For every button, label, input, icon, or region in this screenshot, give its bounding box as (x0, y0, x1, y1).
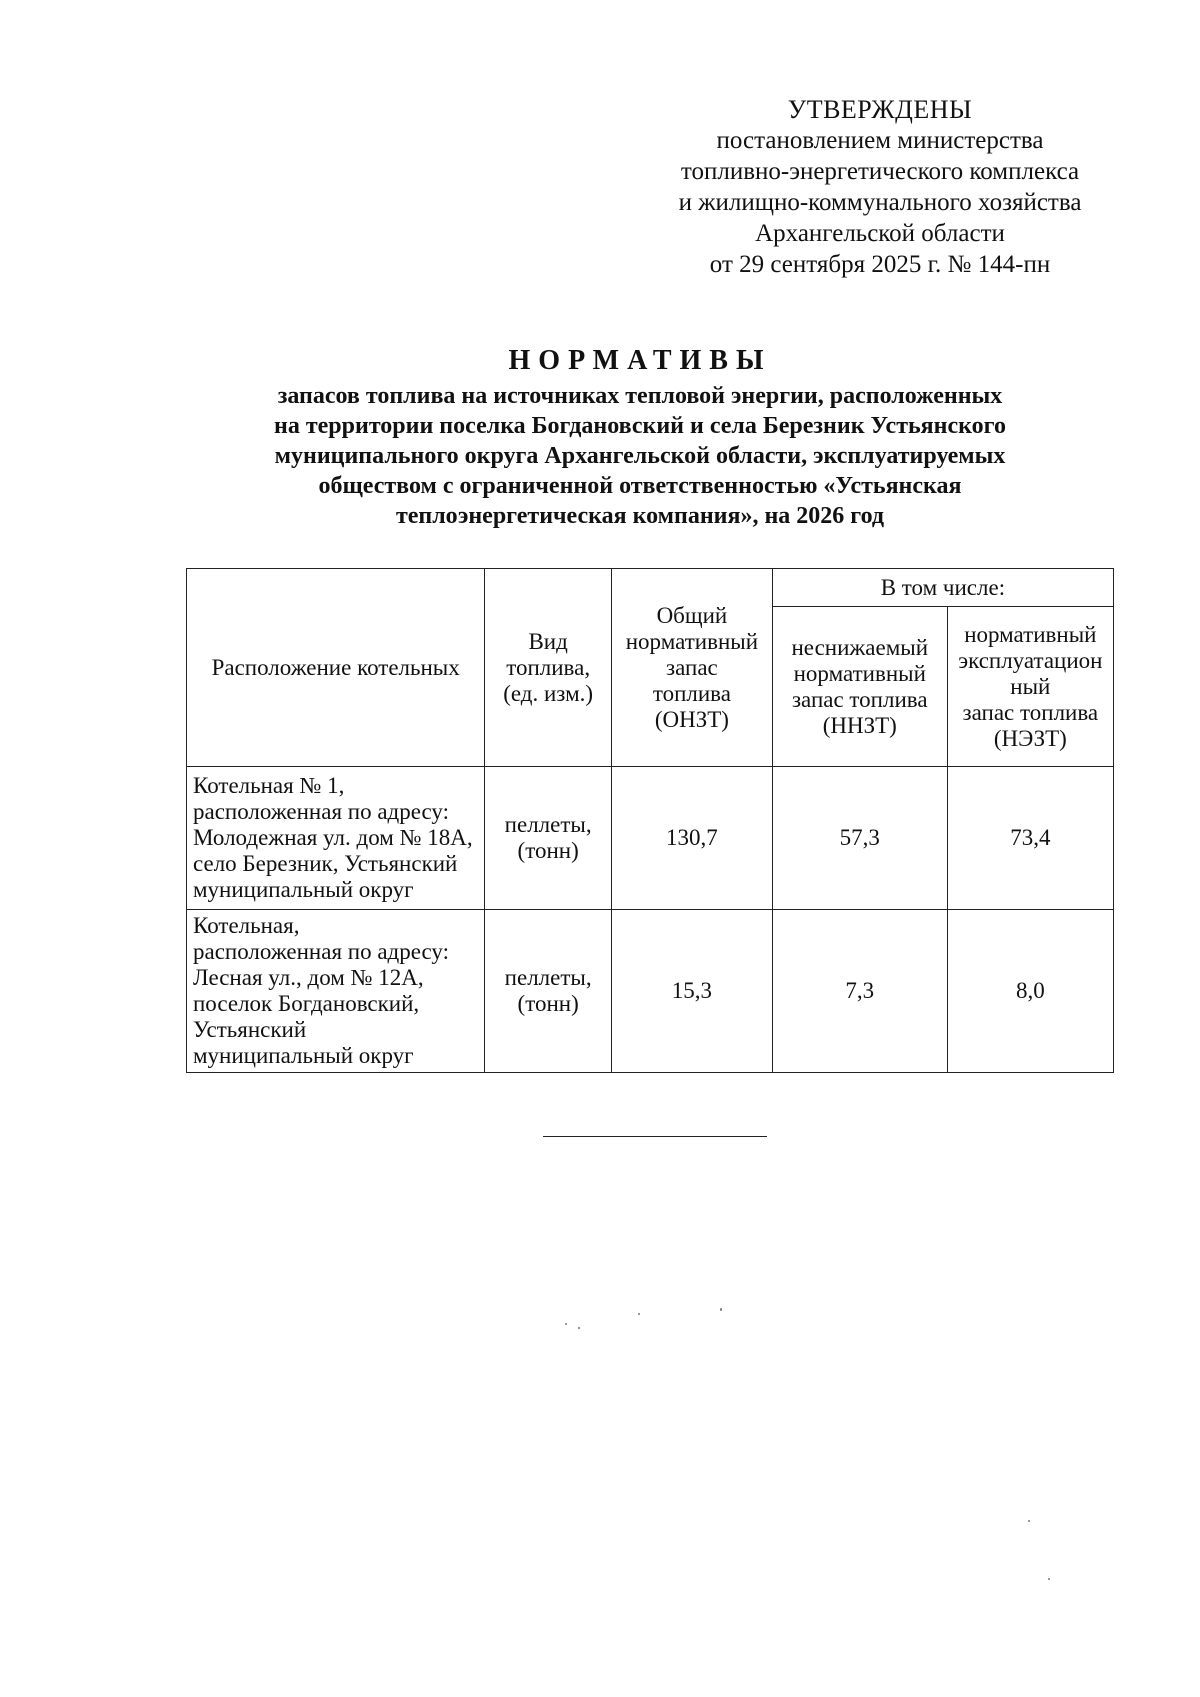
cell-nezt: 73,4 (947, 767, 1113, 910)
scan-speck (1028, 1520, 1030, 1522)
header-including: В том числе: (772, 569, 1113, 607)
title-line: на территории поселка Богдановский и села Березник Устьянского (274, 413, 1006, 439)
title-line: запасов топлива на источниках тепловой энергии, расположенных (277, 383, 1003, 409)
table-row (187, 767, 1114, 910)
document-title (180, 345, 1100, 531)
norms-table (186, 568, 1114, 1073)
cell-location: Котельная № 1, расположенная по адресу: Молодежная ул. дом № 18А, село Березник, Устьянский муниципальный округ (187, 767, 485, 910)
title-line: теплоэнергетическая компания», на 2026 год (395, 503, 885, 529)
cell-nnzt: 57,3 (772, 767, 947, 910)
approval-line: и жилищно-коммунального хозяйства (678, 189, 1082, 216)
cell-location: Котельная, расположенная по адресу: Лесная ул., дом № 12А, поселок Богдановский, Устьянский муниципальный округ (187, 910, 485, 1073)
header-total-reserve: Общий нормативный запас топлива (ОНЗТ) (611, 569, 772, 767)
cell-nnzt: 7,3 (772, 910, 947, 1073)
header-location: Расположение котельных (187, 569, 485, 767)
table-row (187, 910, 1114, 1073)
closing-rule (543, 1136, 767, 1137)
cell-fuel: пеллеты, (тонн) (485, 910, 612, 1073)
cell-onzt: 130,7 (611, 767, 772, 910)
approval-heading: УТВЕРЖДЕНЫ (787, 95, 973, 124)
approval-stamp (620, 94, 1140, 280)
header-nnzt: неснижаемый нормативный запас топлива (ННЗТ) (772, 607, 947, 767)
approval-line: Архангельской области (755, 220, 1005, 247)
scan-speck (638, 1313, 640, 1315)
approval-line: постановлением министерства (716, 127, 1044, 154)
title-main: НОРМАТИВЫ (508, 345, 772, 376)
cell-fuel: пеллеты, (тонн) (485, 767, 612, 910)
header-nezt: нормативный эксплуатацион ный запас топлива (НЭЗТ) (947, 607, 1113, 767)
cell-onzt: 15,3 (611, 910, 772, 1073)
cell-nezt: 8,0 (947, 910, 1113, 1073)
title-line: муниципального округа Архангельской области, эксплуатируемых (274, 443, 1006, 469)
approval-line: топливно-энергетического комплекса (680, 158, 1080, 185)
scan-speck (1048, 1578, 1050, 1580)
approval-line: от 29 сентября 2025 г. № 144-пн (709, 251, 1051, 278)
scan-speck (565, 1323, 567, 1325)
title-line: обществом с ограниченной ответственностью «Устьянская (318, 473, 962, 499)
scan-speck (720, 1308, 722, 1311)
header-fuel-type: Вид топлива, (ед. изм.) (485, 569, 612, 767)
scan-speck (578, 1327, 580, 1329)
